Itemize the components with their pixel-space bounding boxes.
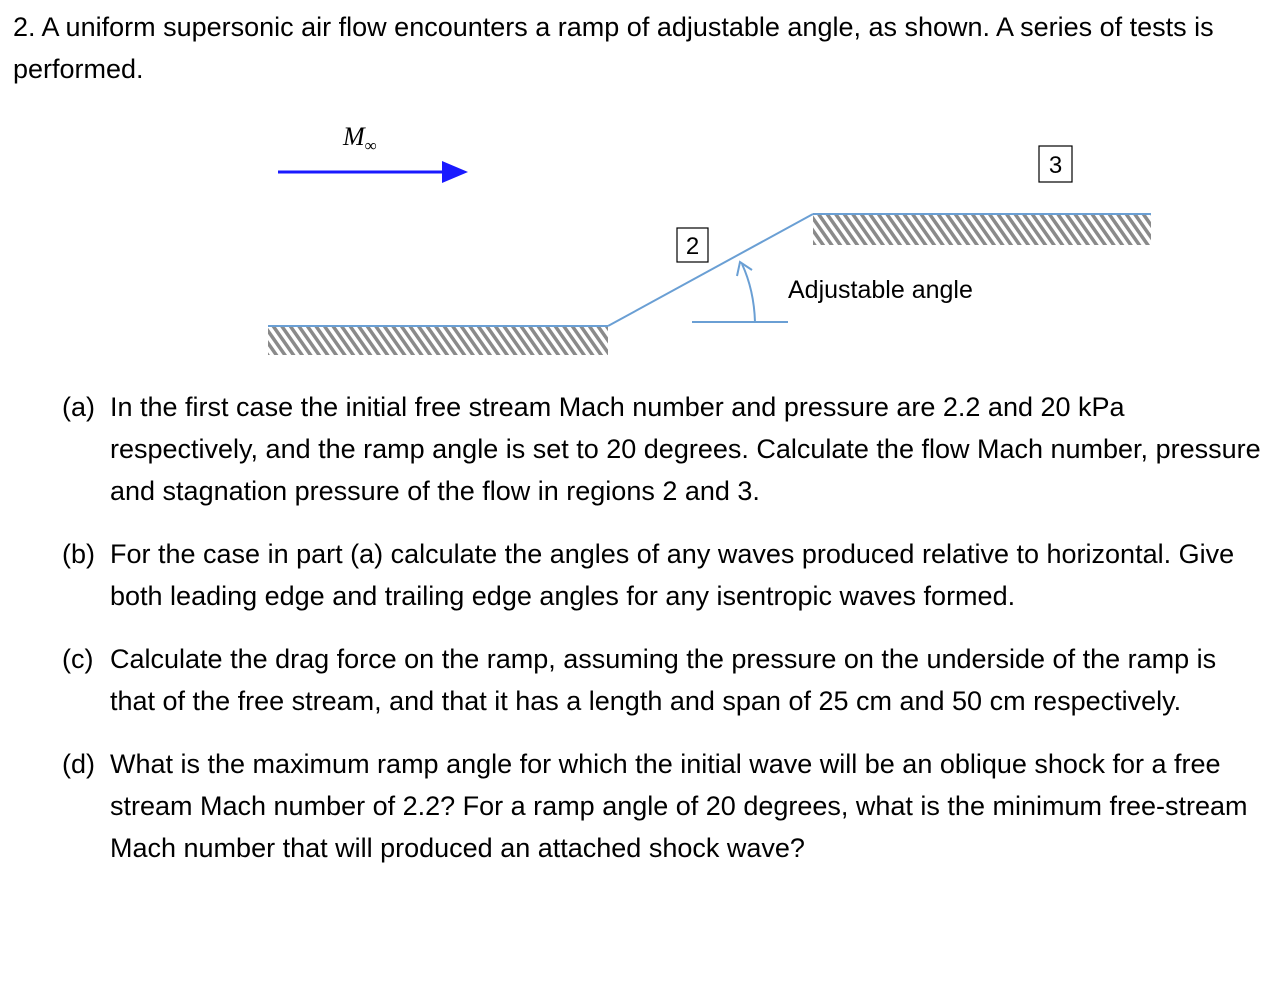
part-a bbox=[62, 386, 1262, 512]
flow-arrow-icon bbox=[278, 161, 468, 183]
part-label: (c) bbox=[62, 644, 94, 674]
part-b bbox=[62, 533, 1262, 617]
region-2-label: 2 bbox=[685, 233, 700, 260]
part-text: Calculate the drag force on the ramp, assuming the pressure on the underside of the ramp is that of the free stream, and that it has a length and span of 25 cm and 50 cm respectively. bbox=[110, 644, 1217, 716]
part-label: (a) bbox=[62, 392, 95, 422]
angle-arc-icon bbox=[742, 264, 755, 322]
lower-wall-hatch bbox=[268, 327, 608, 355]
part-text: What is the maximum ramp angle for which the initial wave will be an oblique shock for a free stream Mach number of 2.2? For a ramp angle of 20 degrees, what is the minimum free-stream Mach number that will produced an attached shock wave? bbox=[110, 749, 1248, 863]
question-parts bbox=[62, 386, 1262, 890]
question-intro: 2. A uniform supersonic air flow encounters a ramp of adjustable angle, as shown. A series of tests is performed. bbox=[13, 12, 1214, 84]
ramp-surface bbox=[608, 214, 813, 326]
part-text: For the case in part (a) calculate the angles of any waves produced relative to horizontal. Give both leading edge and trailing edge angles for any isentropic waves formed. bbox=[110, 539, 1235, 611]
ramp-diagram bbox=[0, 100, 1274, 370]
part-d bbox=[62, 743, 1262, 869]
part-text: In the first case the initial free stream Mach number and pressure are 2.2 and 20 kPa respectively, and the ramp angle is set to 20 degrees. Calculate the flow Mach number, pressure and stagnation pressure of the flow in regions 2 and 3. bbox=[110, 392, 1261, 506]
part-label: (d) bbox=[62, 749, 95, 779]
part-c bbox=[62, 638, 1262, 722]
region-3-label: 3 bbox=[1048, 152, 1063, 179]
mach-label: $M_\infty$ bbox=[343, 122, 377, 155]
adjustable-angle-label: Adjustable angle bbox=[788, 276, 973, 304]
upper-wall-hatch bbox=[813, 215, 1151, 245]
part-label: (b) bbox=[62, 539, 95, 569]
